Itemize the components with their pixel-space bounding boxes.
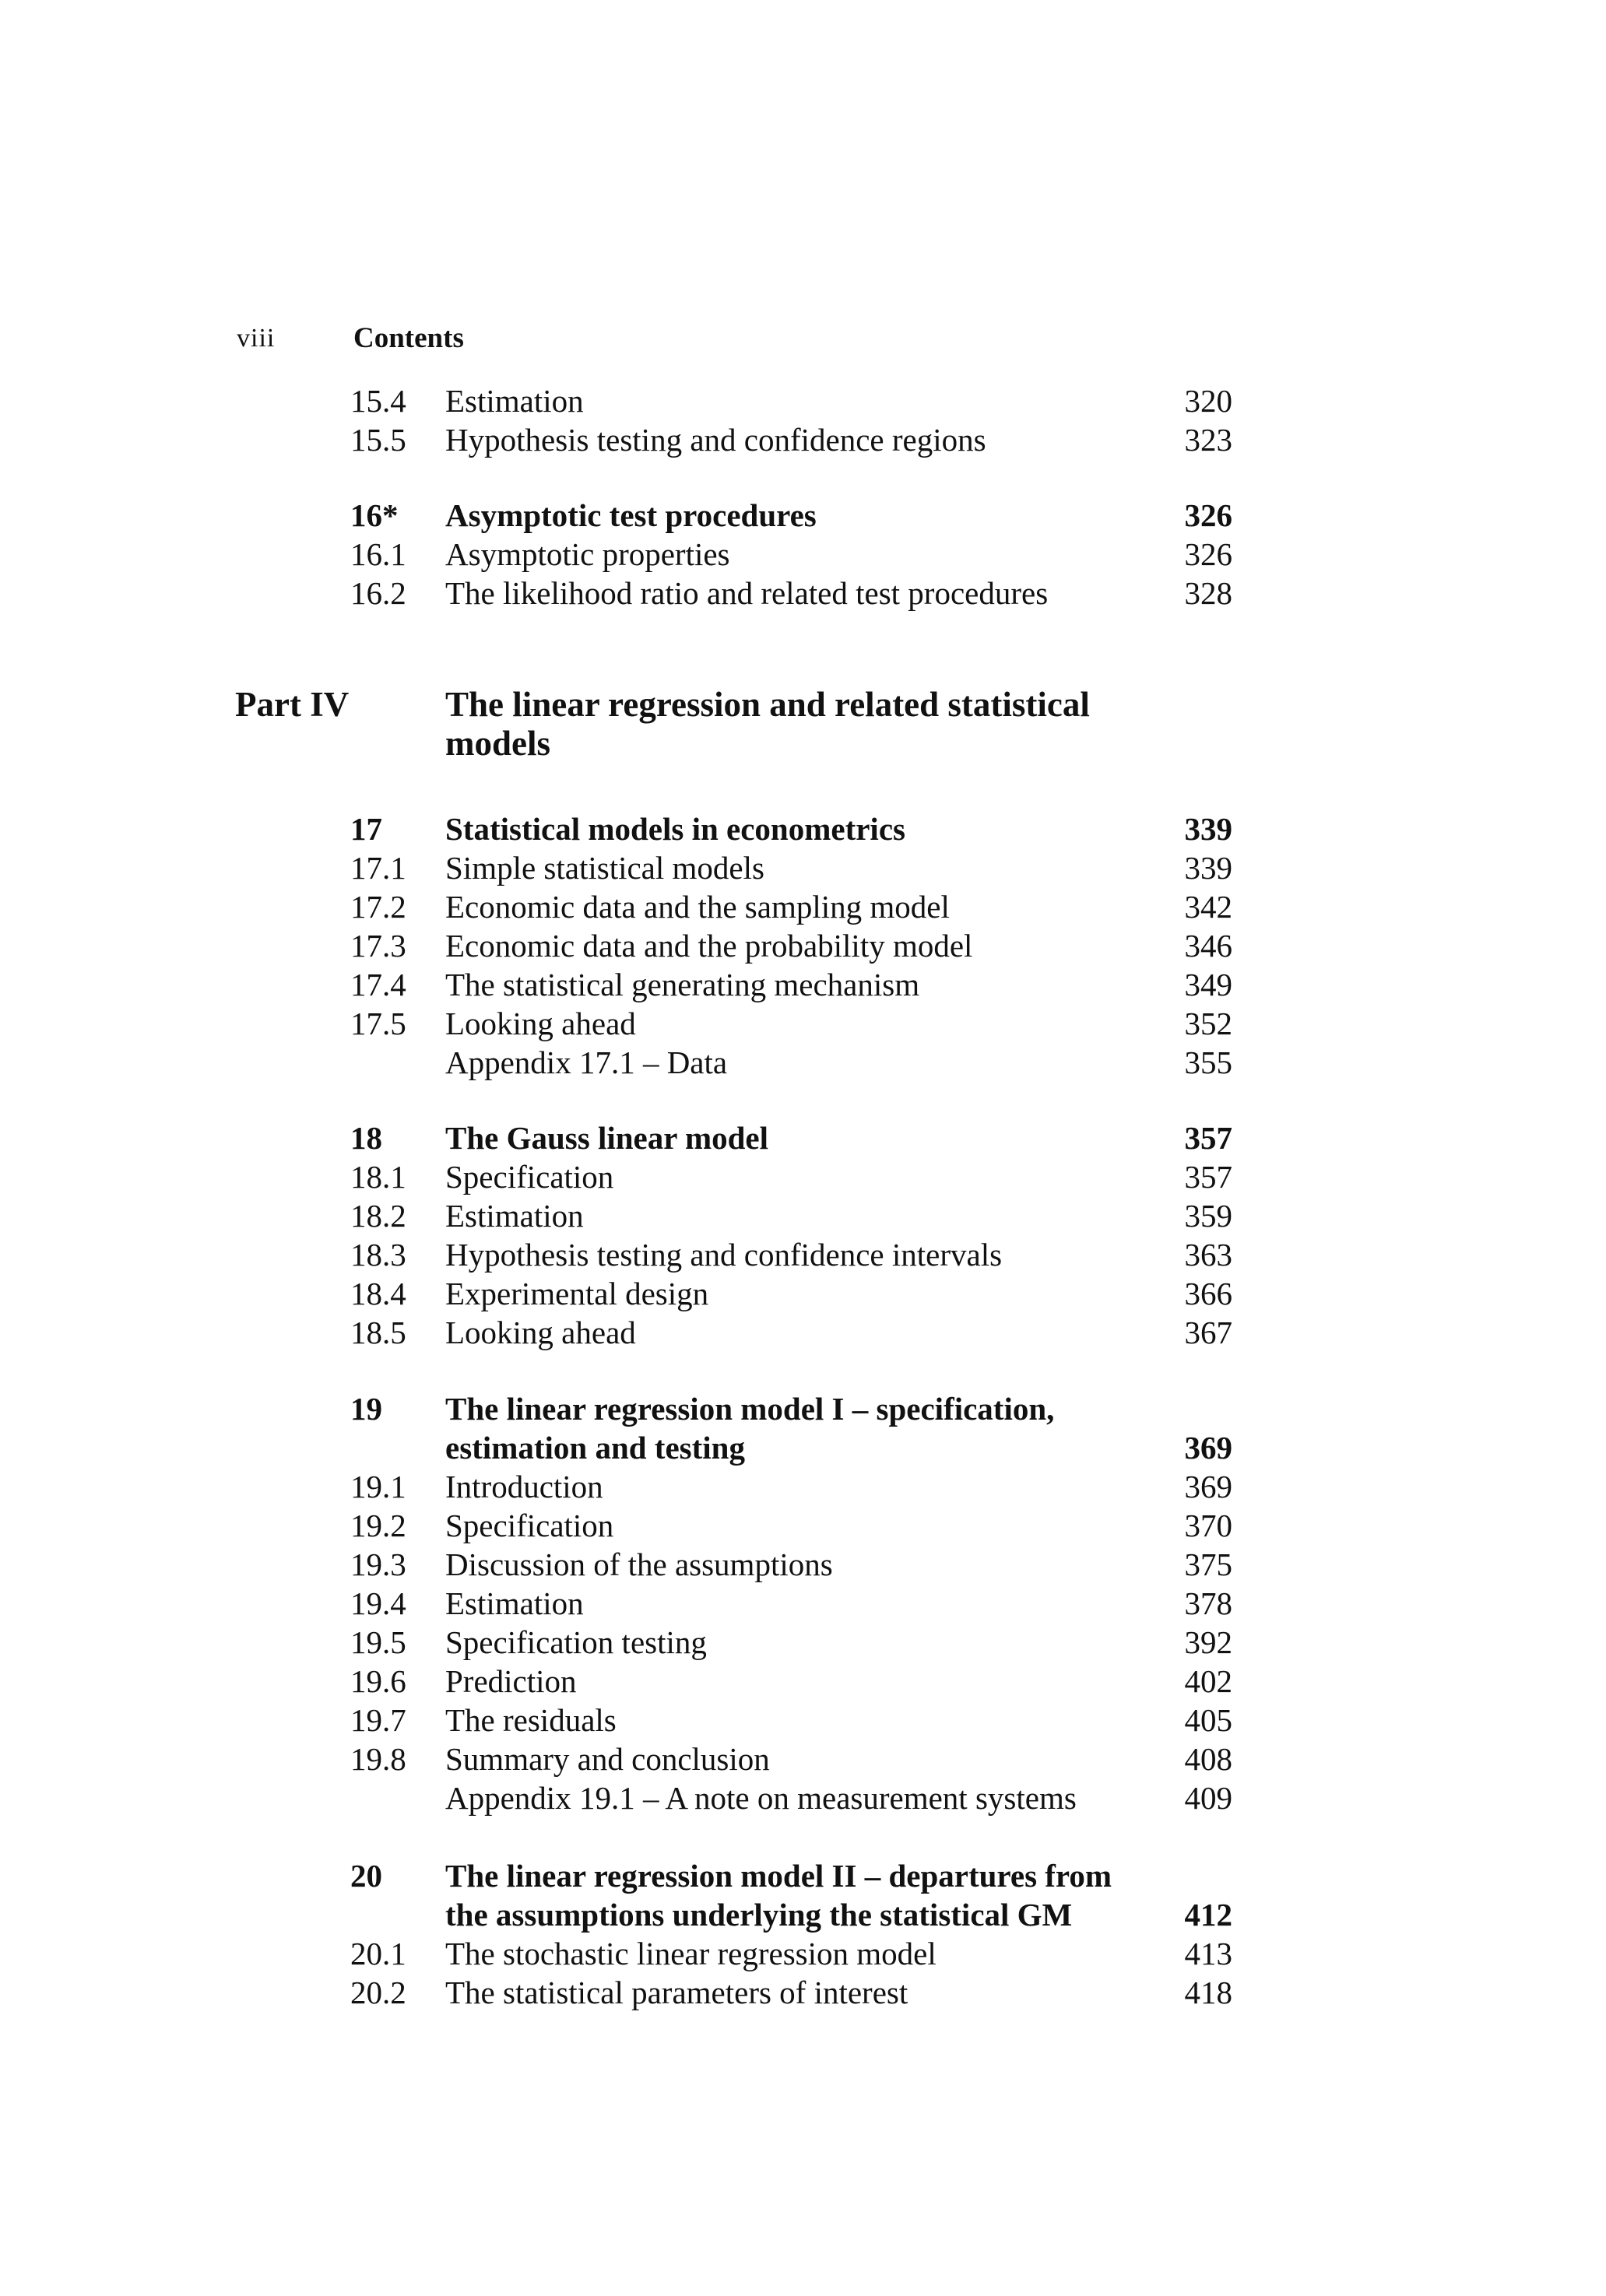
entry-number: 20.2 <box>350 1975 406 2010</box>
entry-page-number: 326 <box>1184 536 1232 572</box>
entry-page-number: 342 <box>1184 889 1232 925</box>
entry-number: 15.4 <box>350 383 406 419</box>
part-title-line: models <box>445 724 550 763</box>
entry-page-number: 370 <box>1184 1508 1232 1543</box>
entry-page-number: 352 <box>1184 1006 1232 1041</box>
entry-number: 18.5 <box>350 1315 406 1350</box>
entry-page-number: 323 <box>1184 422 1232 458</box>
toc-section-entry <box>0 926 1606 965</box>
entry-number: 16.2 <box>350 575 406 611</box>
toc-section-entry <box>0 1235 1606 1274</box>
entry-page-number: 409 <box>1184 1780 1232 1816</box>
entry-page-number: 369 <box>1184 1430 1232 1466</box>
toc-section-entry <box>0 848 1606 887</box>
entry-title: Experimental design <box>445 1276 709 1311</box>
entry-page-number: 349 <box>1184 967 1232 1002</box>
entry-number: 18.3 <box>350 1237 406 1273</box>
entry-title: Looking ahead <box>445 1315 636 1350</box>
entry-title: The likelihood ratio and related test procedures <box>445 575 1049 611</box>
toc-chapter-entry <box>0 1389 1606 1428</box>
toc-section-entry <box>0 1778 1606 1817</box>
entry-page-number: 363 <box>1184 1237 1232 1273</box>
entry-number: 16.1 <box>350 536 406 572</box>
entry-title: Hypothesis testing and confidence regions <box>445 422 986 458</box>
toc-section-entry <box>0 1157 1606 1196</box>
toc-chapter-entry <box>0 1895 1606 1934</box>
running-head <box>237 318 1327 356</box>
toc-chapter-entry <box>0 496 1606 535</box>
toc-section-entry <box>0 887 1606 926</box>
toc-section-entry <box>0 1545 1606 1584</box>
toc-section-entry <box>0 1584 1606 1623</box>
part-title-line: The linear regression and related statistical <box>445 685 1090 724</box>
entry-title: Asymptotic properties <box>445 536 730 572</box>
entry-page-number: 378 <box>1184 1585 1232 1621</box>
entry-number: 18.1 <box>350 1159 406 1195</box>
entry-title: Introduction <box>445 1469 603 1504</box>
entry-number: 19.6 <box>350 1663 406 1699</box>
page-folio: viii <box>237 324 276 353</box>
toc-section-entry <box>0 1313 1606 1352</box>
entry-number: 19.5 <box>350 1624 406 1660</box>
entry-number: 19.1 <box>350 1469 406 1504</box>
entry-title: Estimation <box>445 383 584 419</box>
toc-section-entry <box>0 965 1606 1004</box>
entry-number: 20 <box>350 1858 382 1894</box>
entry-title: Estimation <box>445 1198 584 1234</box>
entry-number: 17.5 <box>350 1006 406 1041</box>
toc-chapter-entry <box>0 1856 1606 1895</box>
entry-page-number: 408 <box>1184 1741 1232 1777</box>
toc-section-entry <box>0 1623 1606 1662</box>
entry-number: 18.4 <box>350 1276 406 1311</box>
entry-page-number: 328 <box>1184 575 1232 611</box>
part-heading <box>0 685 1606 771</box>
toc-section-entry <box>0 535 1606 574</box>
entry-title: The Gauss linear model <box>445 1120 768 1156</box>
toc-section-entry <box>0 574 1606 613</box>
toc-chapter-entry <box>0 809 1606 848</box>
entry-number: 20.1 <box>350 1936 406 1971</box>
entry-number: 19.3 <box>350 1546 406 1582</box>
entry-page-number: 402 <box>1184 1663 1232 1699</box>
entry-number: 19 <box>350 1391 382 1427</box>
entry-title: Simple statistical models <box>445 850 764 886</box>
toc-section-entry <box>0 1973 1606 2012</box>
toc-section-entry <box>0 1662 1606 1701</box>
entry-page-number: 326 <box>1184 497 1232 533</box>
entry-title: Hypothesis testing and confidence intervals <box>445 1237 1003 1273</box>
entry-title: Appendix 19.1 – A note on measurement systems <box>445 1780 1077 1816</box>
entry-page-number: 413 <box>1184 1936 1232 1971</box>
entry-title: The linear regression model I – specification, <box>445 1391 1055 1427</box>
toc-section-entry <box>0 1467 1606 1506</box>
entry-page-number: 369 <box>1184 1469 1232 1504</box>
entry-title: Specification testing <box>445 1624 707 1660</box>
entry-page-number: 357 <box>1184 1159 1232 1195</box>
part-label: Part IV <box>235 685 350 724</box>
entry-title: The statistical generating mechanism <box>445 967 920 1002</box>
entry-title: Asymptotic test procedures <box>445 497 817 533</box>
entry-number: 19.4 <box>350 1585 406 1621</box>
entry-page-number: 357 <box>1184 1120 1232 1156</box>
entry-title: Economic data and the sampling model <box>445 889 950 925</box>
entry-page-number: 339 <box>1184 811 1232 847</box>
entry-title: The residuals <box>445 1702 617 1738</box>
entry-title: Looking ahead <box>445 1006 636 1041</box>
entry-number: 17.3 <box>350 928 406 964</box>
entry-number: 15.5 <box>350 422 406 458</box>
entry-title: estimation and testing <box>445 1430 745 1466</box>
entry-title: The stochastic linear regression model <box>445 1936 937 1971</box>
entry-number: 17 <box>350 811 382 847</box>
entry-page-number: 320 <box>1184 383 1232 419</box>
entry-number: 17.1 <box>350 850 406 886</box>
entry-page-number: 359 <box>1184 1198 1232 1234</box>
toc-section-entry <box>0 381 1606 420</box>
entry-title: Economic data and the probability model <box>445 928 973 964</box>
part-title <box>445 685 1146 763</box>
entry-title: Specification <box>445 1159 614 1195</box>
entry-number: 17.2 <box>350 889 406 925</box>
entry-title: The statistical parameters of interest <box>445 1975 908 2010</box>
entry-title: Specification <box>445 1508 614 1543</box>
entry-number: 19.2 <box>350 1508 406 1543</box>
toc-chapter-entry <box>0 1428 1606 1467</box>
entry-title: the assumptions underlying the statistical GM <box>445 1897 1073 1933</box>
entry-number: 19.8 <box>350 1741 406 1777</box>
entry-page-number: 418 <box>1184 1975 1232 2010</box>
entry-page-number: 346 <box>1184 928 1232 964</box>
entry-number: 16* <box>350 497 399 533</box>
toc-section-entry <box>0 420 1606 459</box>
toc-chapter-entry <box>0 1118 1606 1157</box>
entry-page-number: 367 <box>1184 1315 1232 1350</box>
entry-number: 19.7 <box>350 1702 406 1738</box>
toc-section-entry <box>0 1740 1606 1778</box>
toc-section-entry <box>0 1043 1606 1082</box>
toc-section-entry <box>0 1004 1606 1043</box>
entry-page-number: 355 <box>1184 1044 1232 1080</box>
entry-number: 17.4 <box>350 967 406 1002</box>
entry-number: 18 <box>350 1120 382 1156</box>
entry-page-number: 339 <box>1184 850 1232 886</box>
entry-title: The linear regression model II – departures from <box>445 1858 1112 1894</box>
entry-page-number: 392 <box>1184 1624 1232 1660</box>
toc-section-entry <box>0 1506 1606 1545</box>
toc-section-entry <box>0 1196 1606 1235</box>
entry-title: Summary and conclusion <box>445 1741 770 1777</box>
entry-page-number: 405 <box>1184 1702 1232 1738</box>
entry-number: 18.2 <box>350 1198 406 1234</box>
toc-section-entry <box>0 1274 1606 1313</box>
entry-title: Estimation <box>445 1585 584 1621</box>
entry-page-number: 412 <box>1184 1897 1232 1933</box>
entry-title: Statistical models in econometrics <box>445 811 905 847</box>
entry-title: Discussion of the assumptions <box>445 1546 833 1582</box>
toc-section-entry <box>0 1701 1606 1740</box>
running-head-title: Contents <box>353 322 464 354</box>
entry-page-number: 366 <box>1184 1276 1232 1311</box>
entry-title: Appendix 17.1 – Data <box>445 1044 728 1080</box>
entry-page-number: 375 <box>1184 1546 1232 1582</box>
entry-title: Prediction <box>445 1663 577 1699</box>
toc-section-entry <box>0 1934 1606 1973</box>
